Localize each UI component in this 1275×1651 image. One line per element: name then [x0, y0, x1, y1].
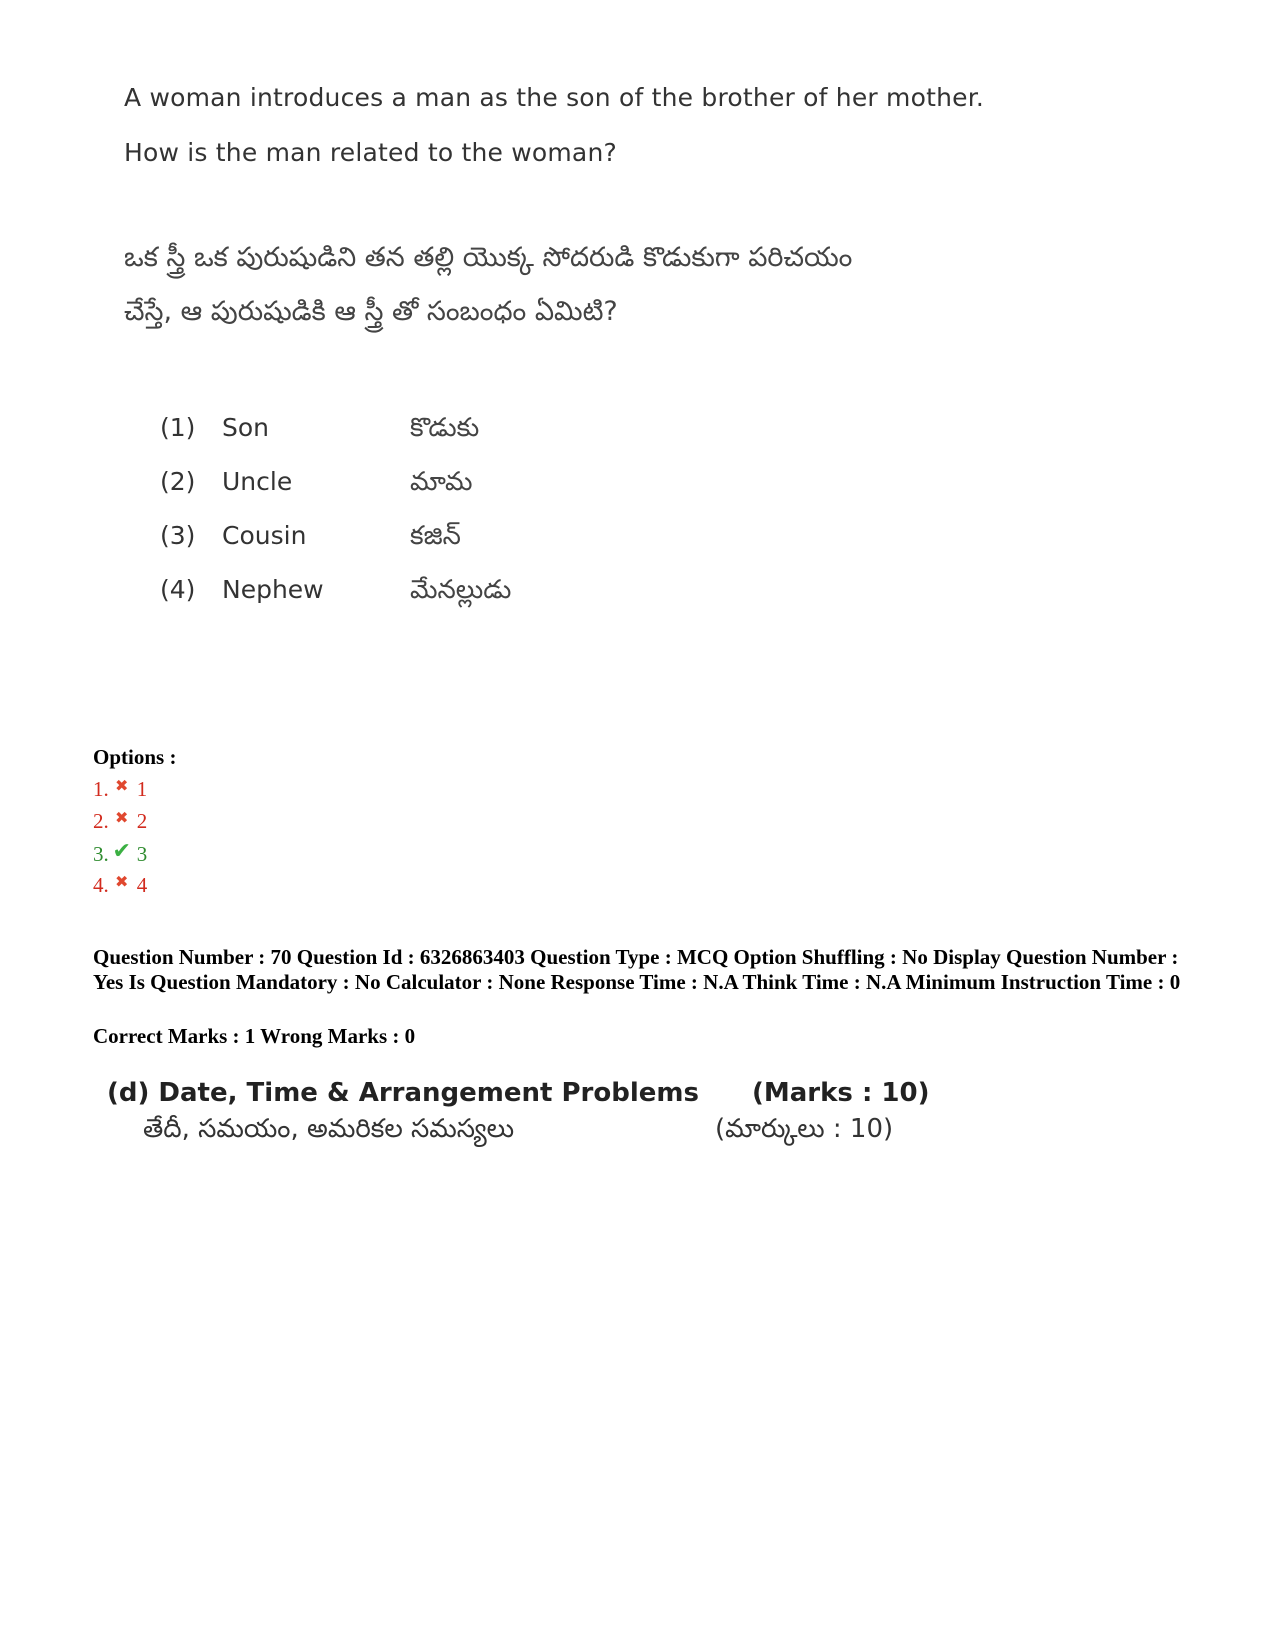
question-text-te-line-2: చేస్తే, ఆ పురుషుడికి ఆ స్త్రీ తో సంబంధం ఏమిటి? — [124, 296, 618, 327]
choice-text-en: Uncle — [222, 467, 293, 496]
question-meta: Question Number : 70 Question Id : 6326863403 Question Type : MCQ Option Shuffling : No Display Question Number : Yes Is Question Mandatory : No Calculator : None Response Time : N.A Think Time : N.A Minimum Instruction Time : 0 — [93, 945, 1181, 994]
option-index: 1. — [93, 777, 109, 801]
option-value: 1 — [136, 777, 148, 801]
option-index: 4. — [93, 873, 109, 897]
choice-number: (3) — [160, 521, 196, 550]
choice-number: (1) — [160, 413, 196, 442]
question-text-en-line-1: A woman introduces a man as the son of the brother of her mother. — [124, 83, 985, 112]
option-item-2 — [93, 809, 147, 834]
option-value: 4 — [136, 873, 148, 897]
section-title-en: (d) Date, Time & Arrangement Problems — [107, 1078, 699, 1108]
section-title-te: తేదీ, సమయం, అమరికల సమస్యలు — [143, 1114, 515, 1144]
choice-text-en: Nephew — [222, 575, 324, 604]
option-index: 2. — [93, 809, 109, 833]
choice-text-te: మామ — [410, 467, 473, 497]
check-icon: ✔ — [112, 838, 131, 863]
choice-number: (4) — [160, 575, 196, 604]
question-marks: Correct Marks : 1 Wrong Marks : 0 — [93, 1024, 416, 1048]
option-item-1 — [93, 777, 147, 802]
choice-text-te: కజిన్ — [410, 521, 461, 551]
question-text-te-line-1: ఒక స్త్రీ ఒక పురుషుడిని తన తల్లి యొక్క సోదరుడి కొడుకుగా పరిచయం — [124, 242, 853, 273]
cross-icon: ✖ — [115, 874, 129, 891]
cross-icon: ✖ — [115, 810, 129, 827]
choice-number: (2) — [160, 467, 196, 496]
choice-text-te: మేనల్లుడు — [410, 575, 512, 605]
section-marks-en: (Marks : 10) — [752, 1078, 930, 1108]
options-label: Options : — [93, 745, 177, 769]
option-value: 2 — [136, 809, 148, 833]
option-item-3 — [93, 838, 148, 867]
option-item-4 — [93, 873, 147, 898]
option-value: 3 — [136, 842, 148, 866]
cross-icon: ✖ — [115, 778, 129, 795]
option-index: 3. — [93, 842, 109, 866]
choice-text-en: Cousin — [222, 521, 307, 550]
section-marks-te: (మార్కులు : 10) — [715, 1114, 894, 1144]
question-text-en-line-2: How is the man related to the woman? — [124, 138, 617, 167]
choice-text-te: కొడుకు — [410, 413, 480, 443]
choice-text-en: Son — [222, 413, 270, 442]
